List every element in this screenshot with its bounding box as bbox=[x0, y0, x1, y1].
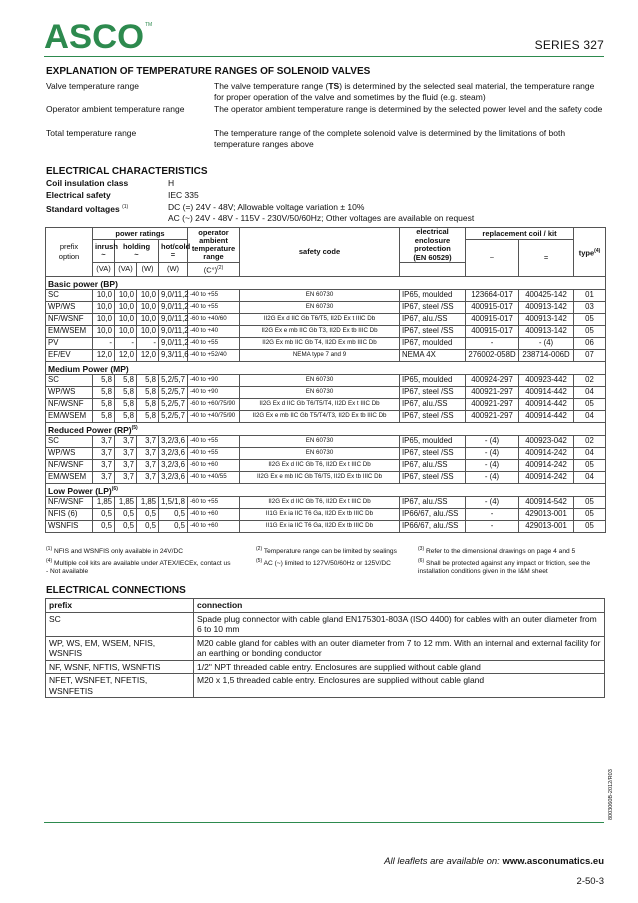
cell-temp-range: -60 to +60 bbox=[188, 459, 240, 471]
cell-holding-w: 3,7 bbox=[137, 471, 159, 483]
col-operator-range: operator ambient temperature range bbox=[188, 228, 240, 263]
note-3: $^{(3)}$ Refer to the dimensional drawings on page 4 and 5 bbox=[418, 546, 576, 556]
cell-holding-va: 3,7 bbox=[115, 447, 137, 459]
cell-coil-ac: - (4) bbox=[466, 435, 519, 447]
temp-row-key: Operator ambient temperature range bbox=[46, 104, 185, 114]
group-title: Medium Power (MP) bbox=[46, 361, 606, 374]
cell-prefix: NF/WSNF bbox=[46, 459, 93, 471]
cell-type: 05 bbox=[574, 520, 606, 532]
cell-hotcold: 9,3/11,6 bbox=[159, 349, 188, 361]
table-row bbox=[46, 313, 606, 325]
cell-safety-code: II2G Ex d IIC Gb T6/T5, II2D Ex t IIIC Db bbox=[240, 313, 400, 325]
cell-holding-w: 3,7 bbox=[137, 459, 159, 471]
connection-row bbox=[46, 660, 605, 674]
cell-safety-code: II1G Ex ia IIC T6 Ga, II2D Ex tb IIIC Db bbox=[240, 520, 400, 532]
temp-row-value: The operator ambient temperature range is determined by the selected power level and the safety code bbox=[214, 104, 603, 114]
cell-enclosure: IP67, alu./SS bbox=[400, 459, 466, 471]
cell-holding-w: 1,85 bbox=[137, 496, 159, 508]
cell-hotcold: 0,5 bbox=[159, 520, 188, 532]
group-title: Basic power (BP) bbox=[46, 276, 606, 289]
cell-temp-range: -40 to +55 bbox=[188, 301, 240, 313]
cell-coil-dc: 400923-442 bbox=[519, 374, 574, 386]
col-replacement: replacement coil / kit bbox=[466, 228, 574, 240]
cell-enclosure: IP67, moulded bbox=[400, 337, 466, 349]
table-row bbox=[46, 386, 606, 398]
cell-prefix: SC bbox=[46, 289, 93, 301]
cell-coil-ac: 123664-017 bbox=[466, 289, 519, 301]
cell-inrush: 5,8 bbox=[93, 398, 115, 410]
cell-type: 05 bbox=[574, 313, 606, 325]
cell-holding-w: 10,0 bbox=[137, 301, 159, 313]
temp-row-value: The valve temperature range (TS) is determined by the selected seal material, the temperature range for proper operation of the valve and sometimes by the fluid (e.g. steam) bbox=[214, 81, 595, 102]
footer-rule bbox=[44, 822, 604, 823]
notes-col-2 bbox=[256, 545, 416, 568]
cell-holding-w: 10,0 bbox=[137, 289, 159, 301]
cell-enclosure: IP67, steel /SS bbox=[400, 447, 466, 459]
cell-hotcold: 5,2/5,7 bbox=[159, 374, 188, 386]
cell-inrush: 3,7 bbox=[93, 471, 115, 483]
cell-type: 01 bbox=[574, 289, 606, 301]
cell-enclosure: IP66/67, alu./SS bbox=[400, 520, 466, 532]
col-enclosure: electrical enclosure protection (EN 60529) bbox=[400, 228, 466, 263]
standard-voltages-row: Standard voltages $^{(1)}$ DC (=) 24V - 48V; Allowable voltage variation ± 10% AC (~) 24V - 48V - 115V - 230V/50/60Hz; Other voltages are available on request bbox=[46, 202, 475, 223]
cell-coil-dc: 238714-006D bbox=[519, 349, 574, 361]
cell-holding-w: 5,8 bbox=[137, 410, 159, 422]
cell-temp-range: -40 to +55 bbox=[188, 289, 240, 301]
cell-enclosure: IP65, moulded bbox=[400, 374, 466, 386]
cell-temp-range: -40 to +60 bbox=[188, 508, 240, 520]
cell-enclosure: IP66/67, alu./SS bbox=[400, 508, 466, 520]
cell-type: 05 bbox=[574, 325, 606, 337]
note-5: $^{(5)}$ AC (~) limited to 127V/50/60Hz or 125V/DC bbox=[256, 557, 391, 567]
cell-coil-dc: 429013-001 bbox=[519, 508, 574, 520]
cell-enclosure: IP67, steel /SS bbox=[400, 325, 466, 337]
cell-hotcold: 9,0/11,2 bbox=[159, 289, 188, 301]
connections-body bbox=[46, 612, 605, 698]
conn-description: Spade plug connector with cable gland EN175301-803A (ISO 4400) for cables with an outer diameter from 6 to 10 mm bbox=[194, 612, 605, 636]
unit-va: (VA) bbox=[93, 263, 115, 277]
cell-safety-code: II2G Ex d IIC Gb T6, II2D Ex t IIIC Db bbox=[240, 496, 400, 508]
cell-holding-va: 10,0 bbox=[115, 313, 137, 325]
temp-row-key: Total temperature range bbox=[46, 128, 137, 138]
cell-holding-va: - bbox=[115, 337, 137, 349]
cell-prefix: NF/WSNF bbox=[46, 398, 93, 410]
cell-holding-va: 1,85 bbox=[115, 496, 137, 508]
unit-w: (W) bbox=[159, 263, 188, 277]
cell-prefix: EM/WSEM bbox=[46, 410, 93, 422]
table-row bbox=[46, 496, 606, 508]
cell-holding-va: 10,0 bbox=[115, 301, 137, 313]
cell-holding-w: 12,0 bbox=[137, 349, 159, 361]
col-prefix-option: prefix option bbox=[46, 228, 93, 277]
col-safety-code: safety code bbox=[240, 228, 400, 277]
unit-w: (W) bbox=[137, 263, 159, 277]
cell-holding-va: 3,7 bbox=[115, 471, 137, 483]
cell-holding-va: 3,7 bbox=[115, 459, 137, 471]
cell-prefix: WP/WS bbox=[46, 386, 93, 398]
conn-head-prefix: prefix bbox=[46, 599, 194, 613]
table-row bbox=[46, 410, 606, 422]
asco-logo bbox=[44, 18, 154, 56]
cell-holding-w: 3,7 bbox=[137, 435, 159, 447]
table-row bbox=[46, 337, 606, 349]
cell-inrush: 5,8 bbox=[93, 410, 115, 422]
table-row bbox=[46, 325, 606, 337]
cell-inrush: 3,7 bbox=[93, 435, 115, 447]
conn-description: M20 x 1,5 threaded cable entry. Enclosures are supplied without cable gland bbox=[194, 674, 605, 698]
cell-hotcold: 9,0/11,2 bbox=[159, 325, 188, 337]
conn-description: M20 cable gland for cables with an outer diameter from 7 to 12 mm. With an internal and external facility for an earthing or bonding conductor bbox=[194, 636, 605, 660]
cell-holding-w: 10,0 bbox=[137, 313, 159, 325]
cell-coil-ac: 400915-017 bbox=[466, 301, 519, 313]
cell-coil-ac: - bbox=[466, 508, 519, 520]
temp-row-key: Valve temperature range bbox=[46, 81, 139, 91]
cell-temp-range: -40 to +90 bbox=[188, 374, 240, 386]
cell-prefix: NFIS (6) bbox=[46, 508, 93, 520]
table-row bbox=[46, 301, 606, 313]
cell-hotcold: 5,2/5,7 bbox=[159, 386, 188, 398]
col-holding: holding ~ bbox=[115, 240, 159, 263]
connections-table bbox=[45, 598, 605, 698]
cell-enclosure: IP67, alu./SS bbox=[400, 313, 466, 325]
table-row bbox=[46, 349, 606, 361]
cell-inrush: 1,85 bbox=[93, 496, 115, 508]
cell-prefix: EF/EV bbox=[46, 349, 93, 361]
header-rule bbox=[44, 56, 604, 57]
cell-coil-ac: 400915-017 bbox=[466, 325, 519, 337]
cell-type: 03 bbox=[574, 301, 606, 313]
cell-enclosure: IP67, steel /SS bbox=[400, 410, 466, 422]
cell-type: 04 bbox=[574, 471, 606, 483]
cell-coil-ac: - (4) bbox=[466, 459, 519, 471]
unit-celsius: $(C^\circ)^{(2)}$ bbox=[188, 263, 240, 277]
cell-holding-va: 5,8 bbox=[115, 398, 137, 410]
cell-holding-va: 5,8 bbox=[115, 410, 137, 422]
connection-row bbox=[46, 674, 605, 698]
cell-safety-code: EN 60730 bbox=[240, 301, 400, 313]
cell-prefix: PV bbox=[46, 337, 93, 349]
cell-type: 04 bbox=[574, 447, 606, 459]
cell-safety-code: II2G Ex d IIC Gb T6/T5/T4, II2D Ex t IIIC Db bbox=[240, 398, 400, 410]
cell-holding-va: 10,0 bbox=[115, 325, 137, 337]
cell-prefix: NF/WSNF bbox=[46, 496, 93, 508]
cell-temp-range: -60 to +40/60 bbox=[188, 313, 240, 325]
note-dash: - Not available bbox=[46, 568, 89, 576]
cell-coil-dc: 400923-042 bbox=[519, 435, 574, 447]
table-row bbox=[46, 459, 606, 471]
table-row bbox=[46, 374, 606, 386]
cell-holding-w: 3,7 bbox=[137, 447, 159, 459]
cell-temp-range: -40 to +55 bbox=[188, 435, 240, 447]
cell-inrush: 12,0 bbox=[93, 349, 115, 361]
cell-prefix: WP/WS bbox=[46, 447, 93, 459]
cell-coil-dc: 400914-442 bbox=[519, 398, 574, 410]
temp-row-operator bbox=[46, 104, 604, 115]
cell-temp-range: -40 to +40 bbox=[188, 325, 240, 337]
cell-holding-w: 5,8 bbox=[137, 398, 159, 410]
cell-prefix: SC bbox=[46, 435, 93, 447]
trademark-mark: TM bbox=[145, 22, 153, 28]
cell-temp-range: -60 to +55 bbox=[188, 496, 240, 508]
cell-inrush: 10,0 bbox=[93, 289, 115, 301]
coil-spec-body bbox=[46, 276, 606, 532]
cell-holding-w: 0,5 bbox=[137, 508, 159, 520]
cell-holding-w: 5,8 bbox=[137, 386, 159, 398]
cell-holding-va: 10,0 bbox=[115, 289, 137, 301]
cell-temp-range: -40 to +90 bbox=[188, 386, 240, 398]
page-number: 2-50-3 bbox=[576, 876, 604, 887]
cell-coil-dc: 400914-442 bbox=[519, 410, 574, 422]
logo-text: ASCO bbox=[44, 18, 144, 56]
connection-row bbox=[46, 636, 605, 660]
cell-enclosure: IP67, steel /SS bbox=[400, 386, 466, 398]
temp-row-total bbox=[46, 128, 604, 150]
notes-col-3 bbox=[418, 545, 606, 577]
col-ac-symbol: ~ bbox=[466, 240, 519, 277]
cell-holding-w: 0,5 bbox=[137, 520, 159, 532]
cell-safety-code: NEMA type 7 and 9 bbox=[240, 349, 400, 361]
table-row bbox=[46, 398, 606, 410]
group-title: Reduced Power (RP)$^{(5)}$ bbox=[46, 422, 606, 435]
cell-temp-range: -40 to +60 bbox=[188, 520, 240, 532]
cell-safety-code: EN 60730 bbox=[240, 386, 400, 398]
cell-type: 04 bbox=[574, 386, 606, 398]
cell-inrush: - bbox=[93, 337, 115, 349]
group-header-row bbox=[46, 422, 606, 435]
coil-spec-table bbox=[45, 227, 606, 533]
cell-coil-dc: 400914-242 bbox=[519, 471, 574, 483]
cell-hotcold: 9,0/11,2 bbox=[159, 313, 188, 325]
cell-type: 07 bbox=[574, 349, 606, 361]
cell-inrush: 5,8 bbox=[93, 374, 115, 386]
cell-coil-ac: 400921-297 bbox=[466, 386, 519, 398]
cell-coil-dc: 400914-242 bbox=[519, 447, 574, 459]
table-row bbox=[46, 289, 606, 301]
cell-inrush: 0,5 bbox=[93, 520, 115, 532]
cell-type: 05 bbox=[574, 398, 606, 410]
table-row bbox=[46, 471, 606, 483]
cell-holding-w: - bbox=[137, 337, 159, 349]
table-row bbox=[46, 508, 606, 520]
unit-va: (VA) bbox=[115, 263, 137, 277]
cell-coil-ac: - bbox=[466, 337, 519, 349]
cell-safety-code: II2G Ex d IIC Gb T6, II2D Ex t IIIC Db bbox=[240, 459, 400, 471]
temp-section-title: EXPLANATION OF TEMPERATURE RANGES OF SOLENOID VALVES bbox=[46, 66, 371, 77]
cell-temp-range: -40 to +55 bbox=[188, 447, 240, 459]
cell-enclosure: IP67, alu./SS bbox=[400, 398, 466, 410]
cell-holding-va: 5,8 bbox=[115, 374, 137, 386]
conn-head-connection: connection bbox=[194, 599, 605, 613]
cell-coil-ac: - bbox=[466, 520, 519, 532]
document-reference: 8003060B-2012/R03 bbox=[608, 769, 614, 820]
table-row bbox=[46, 447, 606, 459]
cell-safety-code: II1G Ex ia IIC T6 Ga, II2D Ex tb IIIC Db bbox=[240, 508, 400, 520]
cell-coil-dc: 400914-542 bbox=[519, 496, 574, 508]
cell-type: 04 bbox=[574, 410, 606, 422]
cell-safety-code: II2G Ex e mb IIC Gb T5/T4/T3, II2D Ex tb IIIC Db bbox=[240, 410, 400, 422]
cell-safety-code: EN 60730 bbox=[240, 374, 400, 386]
col-hotcold: hot/cold = bbox=[159, 240, 188, 263]
col-type: type$^{(4)}$ bbox=[574, 228, 606, 277]
cell-enclosure: IP65, moulded bbox=[400, 435, 466, 447]
cell-prefix: EM/WSEM bbox=[46, 325, 93, 337]
cell-coil-dc: - (4) bbox=[519, 337, 574, 349]
cell-safety-code: EN 60730 bbox=[240, 289, 400, 301]
cell-type: 05 bbox=[574, 496, 606, 508]
cell-coil-ac: 400921-297 bbox=[466, 398, 519, 410]
cell-hotcold: 3,2/3,6 bbox=[159, 459, 188, 471]
conn-description: 1/2" NPT threaded cable entry. Enclosures are supplied without cable gland bbox=[194, 660, 605, 674]
cell-coil-ac: 400915-017 bbox=[466, 313, 519, 325]
cell-holding-w: 10,0 bbox=[137, 325, 159, 337]
cell-enclosure: IP67, steel /SS bbox=[400, 471, 466, 483]
cell-inrush: 3,7 bbox=[93, 459, 115, 471]
cell-holding-va: 3,7 bbox=[115, 435, 137, 447]
cell-type: 05 bbox=[574, 508, 606, 520]
group-title: Low Power (LP)$^{(6)}$ bbox=[46, 483, 606, 496]
series-title: SERIES 327 bbox=[534, 38, 604, 52]
note-6: $^{(6)}$ Shall be protected against any impact or friction, see the installation conditions given in the I&M sheet bbox=[418, 557, 591, 576]
col-inrush: inrush ~ bbox=[93, 240, 115, 263]
cell-prefix: NF/WSNF bbox=[46, 313, 93, 325]
table-row bbox=[46, 435, 606, 447]
cell-coil-dc: 400425-142 bbox=[519, 289, 574, 301]
cell-holding-va: 5,8 bbox=[115, 386, 137, 398]
cell-safety-code: EN 60730 bbox=[240, 435, 400, 447]
cell-safety-code: II2G Ex mb IIC Gb T4, II2D Ex mb IIIC Db bbox=[240, 337, 400, 349]
website-link[interactable]: www.asconumatics.eu bbox=[502, 856, 604, 867]
group-header-row bbox=[46, 483, 606, 496]
cell-prefix: SC bbox=[46, 374, 93, 386]
cell-coil-dc: 400913-142 bbox=[519, 301, 574, 313]
conn-prefix: SC bbox=[46, 612, 194, 636]
note-1: $^{(1)}$ NFIS and WSNFIS only available in 24V/DC bbox=[46, 546, 183, 556]
cell-coil-ac: 400924-297 bbox=[466, 374, 519, 386]
cell-type: 02 bbox=[574, 435, 606, 447]
table-row bbox=[46, 520, 606, 532]
cell-prefix: WSNFIS bbox=[46, 520, 93, 532]
conn-prefix: WP, WS, EM, WSEM, NFIS, WSNFIS bbox=[46, 636, 194, 660]
cell-inrush: 3,7 bbox=[93, 447, 115, 459]
cell-type: 06 bbox=[574, 337, 606, 349]
elec-section-title: ELECTRICAL CHARACTERISTICS bbox=[46, 166, 208, 177]
cell-enclosure: IP65, moulded bbox=[400, 289, 466, 301]
cell-enclosure: IP67, steel /SS bbox=[400, 301, 466, 313]
cell-temp-range: -40 to +40/55 bbox=[188, 471, 240, 483]
cell-coil-ac: - (4) bbox=[466, 471, 519, 483]
electrical-safety-row: Electrical safety IEC 335 bbox=[46, 190, 199, 200]
cell-hotcold: 9,0/11,2 bbox=[159, 301, 188, 313]
cell-safety-code: II2G Ex e mb IIC Gb T3, II2D Ex tb IIIC Db bbox=[240, 325, 400, 337]
group-header-row bbox=[46, 361, 606, 374]
cell-coil-ac: 400921-297 bbox=[466, 410, 519, 422]
cell-temp-range: -60 to +60/75/90 bbox=[188, 398, 240, 410]
notes-col-1 bbox=[46, 545, 256, 577]
cell-coil-dc: 400914-442 bbox=[519, 386, 574, 398]
cell-temp-range: -40 to +55 bbox=[188, 337, 240, 349]
footer-note: All leaflets are available on: www.asconumatics.eu bbox=[384, 856, 604, 867]
note-4: $^{(4)}$ Multiple coil kits are available under ATEX/IECEx, contact us bbox=[46, 557, 231, 567]
cell-holding-w: 5,8 bbox=[137, 374, 159, 386]
cell-coil-dc: 400914-242 bbox=[519, 459, 574, 471]
cell-prefix: EM/WSEM bbox=[46, 471, 93, 483]
cell-type: 05 bbox=[574, 459, 606, 471]
cell-type: 02 bbox=[574, 374, 606, 386]
conn-prefix: NFET, WSNFET, NFETIS, WSNFETIS bbox=[46, 674, 194, 698]
cell-hotcold: 3,2/3,6 bbox=[159, 447, 188, 459]
cell-temp-range: -40 to +52/40 bbox=[188, 349, 240, 361]
temp-row-valve bbox=[46, 81, 604, 103]
temp-row-value: The temperature range of the complete solenoid valve is determined by the limitations of both temperature ranges above bbox=[214, 128, 566, 149]
cell-enclosure: IP67, alu./SS bbox=[400, 496, 466, 508]
cell-prefix: WP/WS bbox=[46, 301, 93, 313]
cell-inrush: 0,5 bbox=[93, 508, 115, 520]
cell-hotcold: 9,0/11,2 bbox=[159, 337, 188, 349]
cell-hotcold: 0,5 bbox=[159, 508, 188, 520]
cell-hotcold: 5,2/5,7 bbox=[159, 410, 188, 422]
cell-holding-va: 12,0 bbox=[115, 349, 137, 361]
cell-coil-dc: 429013-001 bbox=[519, 520, 574, 532]
cell-coil-dc: 400913-142 bbox=[519, 313, 574, 325]
cell-inrush: 5,8 bbox=[93, 386, 115, 398]
cell-hotcold: 5,2/5,7 bbox=[159, 398, 188, 410]
cell-coil-ac: - (4) bbox=[466, 496, 519, 508]
connection-row bbox=[46, 612, 605, 636]
cell-temp-range: -40 to +40/75/90 bbox=[188, 410, 240, 422]
cell-hotcold: 1,5/1,8 bbox=[159, 496, 188, 508]
cell-hotcold: 3,2/3,6 bbox=[159, 471, 188, 483]
conn-prefix: NF, WSNF, NFTIS, WSNFTIS bbox=[46, 660, 194, 674]
cell-holding-va: 0,5 bbox=[115, 520, 137, 532]
note-2: $^{(2)}$ Temperature range can be limited by sealings bbox=[256, 546, 397, 556]
coil-class-row: Coil insulation class H bbox=[46, 178, 175, 188]
cell-enclosure: NEMA 4X bbox=[400, 349, 466, 361]
cell-holding-va: 0,5 bbox=[115, 508, 137, 520]
cell-hotcold: 3,2/3,6 bbox=[159, 435, 188, 447]
cell-inrush: 10,0 bbox=[93, 301, 115, 313]
connections-title: ELECTRICAL CONNECTIONS bbox=[46, 585, 186, 596]
cell-inrush: 10,0 bbox=[93, 313, 115, 325]
group-header-row bbox=[46, 276, 606, 289]
cell-coil-ac: 276002-058D bbox=[466, 349, 519, 361]
cell-inrush: 10,0 bbox=[93, 325, 115, 337]
cell-coil-dc: 400913-142 bbox=[519, 325, 574, 337]
cell-safety-code: EN 60730 bbox=[240, 447, 400, 459]
col-power-ratings: power ratings bbox=[93, 228, 188, 240]
col-dc-symbol: = bbox=[519, 240, 574, 277]
cell-coil-ac: - (4) bbox=[466, 447, 519, 459]
cell-safety-code: II2G Ex e mb IIC Gb T6/T5, II2D Ex tb IIIC Db bbox=[240, 471, 400, 483]
